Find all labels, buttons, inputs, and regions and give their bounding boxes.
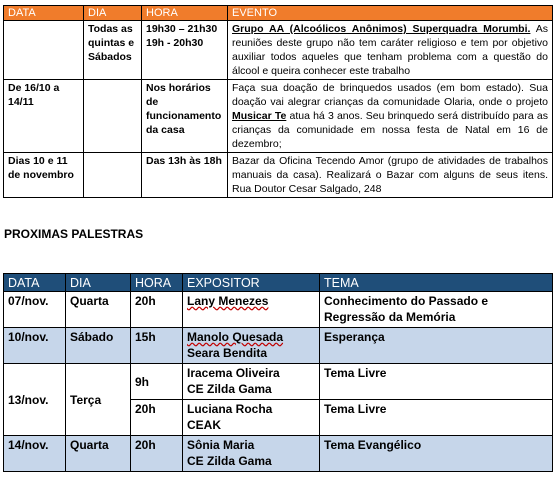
expositor-name: Iracema Oliveira [187, 366, 280, 380]
event-title: Grupo AA (Alcoólicos Anônimos) Superquadra Morumbi. [232, 23, 531, 35]
lectures-table [3, 273, 553, 472]
lecture-hora: 20h [131, 436, 183, 472]
events-row [4, 153, 553, 198]
expositor-name: Lany Menezes [187, 294, 269, 308]
lectures-row [4, 436, 553, 472]
lecture-dia: Sábado [66, 328, 131, 364]
expositor-name: Luciana Rocha [187, 402, 273, 416]
lecture-dia: Terça [66, 364, 131, 436]
events-hora-line: 19h30 – 21h30 [146, 23, 218, 35]
lectures-header-tema: TEMA [320, 274, 553, 292]
expositor-org: CE Zilda Gama [187, 454, 272, 468]
events-hora-line: 19h - 20h30 [146, 37, 204, 49]
events-cell-hora: Das 13h às 18h [142, 153, 228, 198]
events-header-dia: DIA [84, 6, 142, 21]
events-cell-dia [84, 80, 142, 153]
lectures-header-expositor: EXPOSITOR [183, 274, 320, 292]
events-cell-evento [228, 80, 553, 153]
expositor-org: Seara Bendita [187, 346, 268, 360]
events-cell-dia: Todas as quintas e Sábados [84, 21, 142, 80]
lecture-hora: 20h [131, 292, 183, 328]
events-header-data: DATA [4, 6, 84, 21]
events-cell-evento: Bazar da Oficina Tecendo Amor (grupo de atividades de trabalhos manuais da casa). Realizará o Bazar com alguns de seus itens. Rua Doutor Cesar Salgado, 248 [228, 153, 553, 198]
lecture-tema: Tema Evangélico [320, 436, 553, 472]
events-cell-hora: Nos horários de funcionamento da casa [142, 80, 228, 153]
lecture-dia: Quarta [66, 292, 131, 328]
events-table [3, 5, 553, 198]
lecture-tema: Esperança [320, 328, 553, 364]
lecture-expositor [183, 400, 320, 436]
lecture-data: 13/nov. [4, 364, 66, 436]
section-title: PROXIMAS PALESTRAS [4, 227, 144, 241]
expositor-org: CEAK [187, 418, 222, 432]
lectures-row [4, 292, 553, 328]
lecture-expositor [183, 364, 320, 400]
events-cell-data: Dias 10 e 11 de novembro [4, 153, 84, 198]
lecture-hora: 15h [131, 328, 183, 364]
events-header-evento: EVENTO [228, 6, 553, 21]
lecture-hora: 20h [131, 400, 183, 436]
events-header-hora: HORA [142, 6, 228, 21]
expositor-org: CE Zilda Gama [187, 382, 272, 396]
lecture-data: 14/nov. [4, 436, 66, 472]
lecture-expositor [183, 292, 320, 328]
lecture-tema: Conhecimento do Passado e Regressão da Memória [320, 292, 553, 328]
events-cell-hora [142, 21, 228, 80]
lectures-row [4, 364, 553, 400]
lecture-expositor [183, 328, 320, 364]
lectures-header-dia: DIA [66, 274, 131, 292]
lectures-header-data: DATA [4, 274, 66, 292]
lecture-data: 10/nov. [4, 328, 66, 364]
events-cell-evento [228, 21, 553, 80]
lectures-header-hora: HORA [131, 274, 183, 292]
lecture-data: 07/nov. [4, 292, 66, 328]
event-description: As reuniões deste grupo não tem caráter religioso e tem por objetivo auxiliar todos aqueles que tenham problema com a questão do álcool e queira conhecer este trabalho [232, 23, 548, 77]
event-description-a: Faça sua doação de brinquedos usados (em bom estado). Sua doação vai alegrar crianças da comunidade Olaria, onde o projeto [232, 82, 548, 108]
event-description-b: atua há 3 anos. Seu brinquedo será distribuído para as crianças da comunidade em nossa festa de Natal em 16 de dezembro; [232, 110, 548, 150]
lecture-tema: Tema Livre [320, 364, 553, 400]
lecture-hora: 9h [131, 364, 183, 400]
events-cell-dia [84, 153, 142, 198]
lecture-tema: Tema Livre [320, 400, 553, 436]
event-highlight: Musicar Te [232, 110, 287, 122]
lecture-dia: Quarta [66, 436, 131, 472]
expositor-name: Sônia Maria [187, 438, 255, 452]
events-row [4, 21, 553, 80]
events-cell-data [4, 21, 84, 80]
lecture-expositor [183, 436, 320, 472]
events-header-row [4, 6, 553, 21]
events-row [4, 80, 553, 153]
expositor-name: Manolo Quesada [187, 330, 284, 344]
lectures-header-row [4, 274, 553, 292]
events-cell-data: De 16/10 a 14/11 [4, 80, 84, 153]
lectures-row [4, 328, 553, 364]
